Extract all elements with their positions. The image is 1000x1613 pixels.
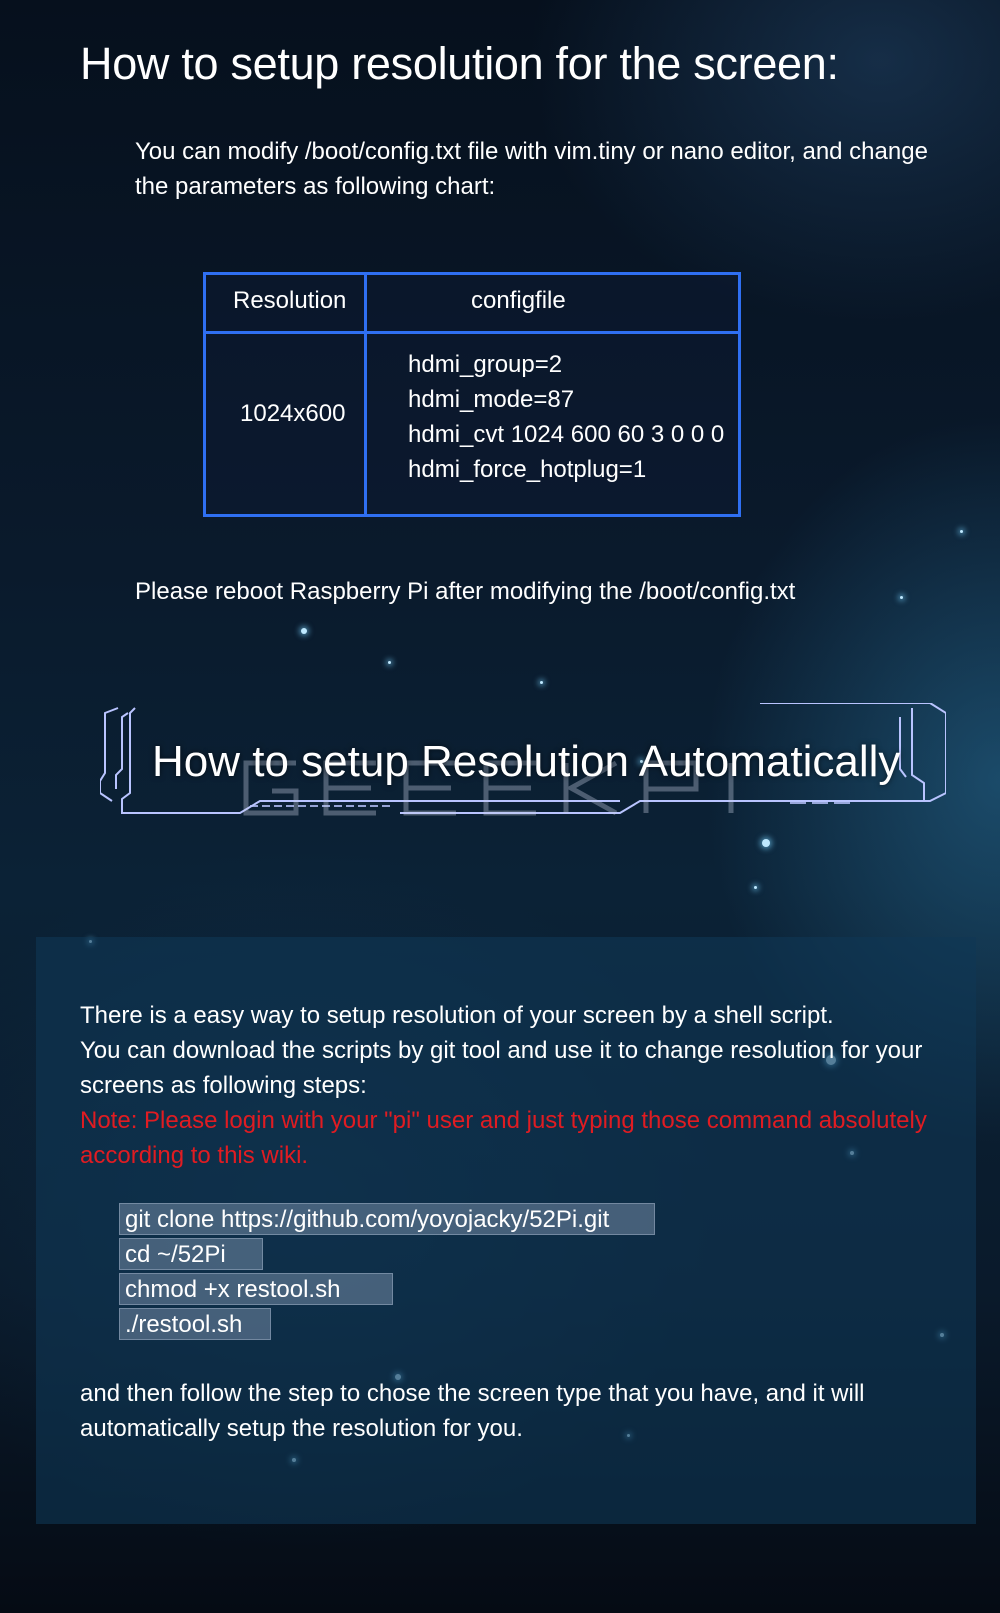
star-decoration [540, 681, 543, 684]
closing-paragraph: and then follow the step to chose the screen type that you have, and it will automatically setup the resolution for you. [80, 1380, 865, 1442]
table-divider-horizontal [206, 331, 738, 334]
table-divider-vertical [364, 275, 367, 514]
config-table [203, 272, 741, 517]
config-line: hdmi_group=2 [408, 351, 563, 378]
star-decoration [900, 596, 903, 599]
star-decoration [301, 628, 307, 634]
reboot-note: Please reboot Raspberry Pi after modifying the /boot/config.txt [135, 578, 796, 605]
section-title-automatic: How to setup Resolution Automatically [152, 737, 901, 786]
command-run-restool: ./restool.sh [119, 1308, 271, 1340]
star-decoration [960, 530, 963, 533]
star-decoration [754, 886, 757, 889]
star-decoration [762, 839, 770, 847]
automatic-intro-line2: You can download the scripts by git tool and use it to change resolution for your screens as following steps: [80, 1037, 923, 1099]
config-line: hdmi_cvt 1024 600 60 3 0 0 0 [408, 421, 725, 448]
command-list [119, 1203, 655, 1343]
command-cd: cd ~/52Pi [119, 1238, 263, 1270]
login-note: Note: Please login with your "pi" user and just typing those command absolutely according to this wiki. [80, 1107, 927, 1169]
automatic-intro [80, 998, 940, 1173]
automatic-intro-line1: There is a easy way to setup resolution of your screen by a shell script. [80, 1002, 834, 1029]
table-header-resolution: Resolution [233, 287, 347, 314]
config-line: hdmi_force_hotplug=1 [408, 456, 647, 483]
section-title-resolution: How to setup resolution for the screen: [80, 38, 839, 89]
table-header-configfile: configfile [471, 287, 566, 314]
table-cell-config [408, 347, 724, 487]
table-cell-resolution: 1024x600 [240, 400, 346, 427]
intro-paragraph: You can modify /boot/config.txt file with vim.tiny or nano editor, and change the parameters as following chart: [135, 138, 928, 200]
config-line: hdmi_mode=87 [408, 386, 575, 413]
command-chmod: chmod +x restool.sh [119, 1273, 393, 1305]
command-git-clone: git clone https://github.com/yoyojacky/52Pi.git [119, 1203, 655, 1235]
star-decoration [388, 661, 391, 664]
